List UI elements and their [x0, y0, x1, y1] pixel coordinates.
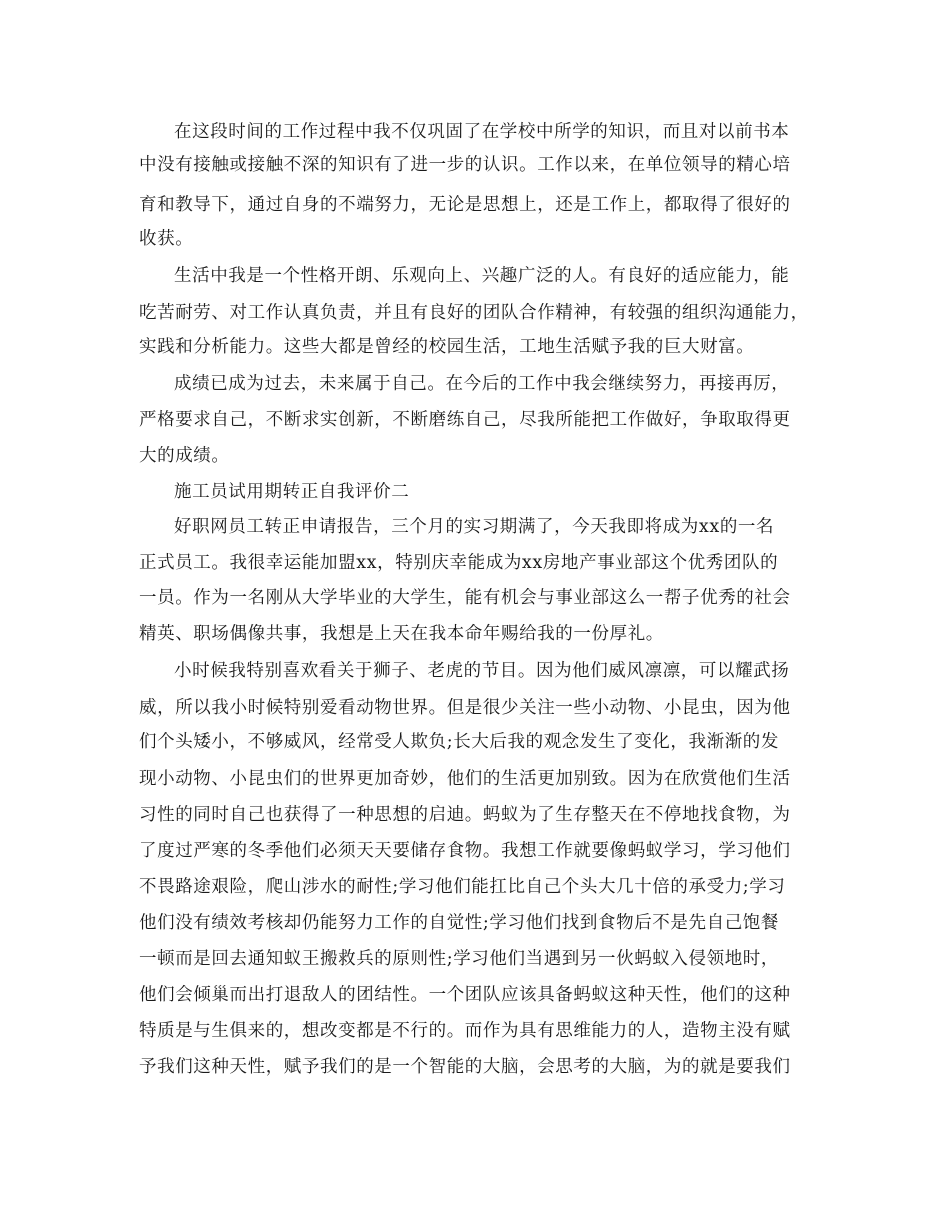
- paragraph-line: 在这段时间的工作过程中我不仅巩固了在学校中所学的知识，而且对以前书本: [174, 122, 790, 142]
- paragraph-line: 小时候我特别喜欢看关于狮子、老虎的节目。因为他们威风凛凛，可以耀武扬: [174, 661, 790, 681]
- paragraph-line: 成绩已成为过去，未来属于自己。在今后的工作中我会继续努力，再接再厉，: [174, 374, 790, 394]
- paragraph-line: 严格要求自己，不断求实创新，不断磨练自己，尽我所能把工作做好，争取取得更: [139, 410, 791, 430]
- paragraph-line: 他们会倾巢而出打退敌人的团结性。一个团队应该具备蚂蚁这种天性，他们的这种: [139, 985, 791, 1005]
- paragraph-line: 习性的同时自己也获得了一种思想的启迪。蚂蚁为了生存整天在不停地找食物，为: [139, 805, 791, 825]
- paragraph-line: 吃苦耐劳、对工作认真负责，并且有良好的团队合作精神，有较强的组织沟通能力，: [139, 303, 809, 323]
- paragraph-line: 育和教导下，通过自身的不端努力，无论是思想上，还是工作上，都取得了很好的: [139, 195, 791, 215]
- section-heading: 施工员试用期转正自我评价二: [174, 482, 410, 502]
- paragraph-line: 现小动物、小昆虫们的世界更加奇妙，他们的生活更加别致。因为在欣赏他们生活: [139, 769, 791, 789]
- paragraph-line: 大的成绩。: [139, 446, 230, 466]
- paragraph-line: 予我们这种天性，赋予我们的是一个智能的大脑，会思考的大脑，为的就是要我们: [139, 1057, 791, 1077]
- paragraph-line: 了度过严寒的冬季他们必须天天要储存食物。我想工作就要像蚂蚁学习，学习他们: [139, 841, 791, 861]
- paragraph-line: 威，所以我小时候特别爱看动物世界。但是很少关注一些小动物、小昆虫，因为他: [139, 698, 791, 718]
- paragraph-line: 一员。作为一名刚从大学毕业的大学生，能有机会与事业部这么一帮子优秀的社会: [139, 588, 791, 608]
- paragraph-line: 收获。: [139, 229, 194, 249]
- paragraph-line: 们个头矮小，不够威风，经常受人欺负;长大后我的观念发生了变化，我渐渐的发: [139, 732, 779, 752]
- paragraph-line: 正式员工。我很幸运能加盟xx，特别庆幸能成为xx房地产事业部这个优秀团队的: [139, 553, 779, 573]
- paragraph-line: 中没有接触或接触不深的知识有了进一步的认识。工作以来，在单位领导的精心培: [139, 155, 791, 175]
- paragraph-line: 一顿而是回去通知蚁王搬救兵的原则性;学习他们当遇到另一伙蚂蚁入侵领地时，: [139, 949, 779, 969]
- paragraph-line: 生活中我是一个性格开朗、乐观向上、兴趣广泛的人。有良好的适应能力，能: [174, 266, 790, 286]
- paragraph-line: 特质是与生俱来的，想改变都是不行的。而作为具有思维能力的人，造物主没有赋: [139, 1021, 791, 1041]
- paragraph-line: 精英、职场偶像共事，我想是上天在我本命年赐给我的一份厚礼。: [139, 624, 664, 644]
- paragraph-line: 实践和分析能力。这些大都是曾经的校园生活，工地生活赋予我的巨大财富。: [139, 337, 755, 357]
- paragraph-line: 好职网员工转正申请报告，三个月的实习期满了，今天我即将成为xx的一名: [174, 517, 775, 537]
- paragraph-line: 他们没有绩效考核却仍能努力工作的自觉性;学习他们找到食物后不是先自己饱餐: [139, 913, 779, 933]
- paragraph-line: 不畏路途艰险，爬山涉水的耐性;学习他们能扛比自己个头大几十倍的承受力;学习: [139, 877, 786, 897]
